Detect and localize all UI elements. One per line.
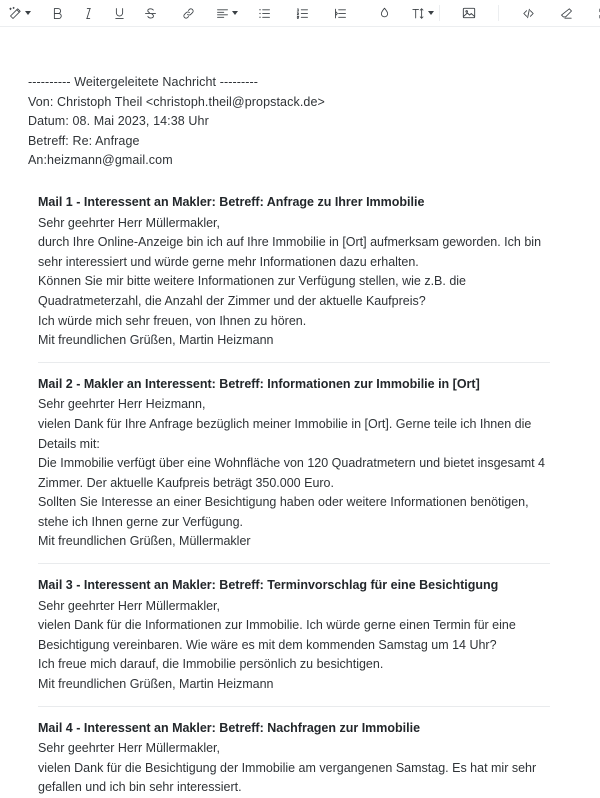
mail-paragraph: vielen Dank für die Besichtigung der Immobilie am vergangenen Samstag. Es hat mir sehr gefallen und ich bin sehr interessiert.	[38, 760, 537, 795]
chevron-down-icon	[428, 11, 434, 15]
forwarded-divider-line: ---------- Weitergeleitete Nachricht ---------	[28, 75, 259, 89]
mail-section-3	[38, 563, 550, 695]
fullscreen-icon[interactable]	[591, 1, 600, 25]
mail-salutation: Sehr geehrter Herr Müllermakler,	[38, 215, 221, 230]
mail-closing: Mit freundlichen Grüßen, Martin Heizmann	[38, 333, 274, 348]
forwarded-date: Datum: 08. Mai 2023, 14:38 Uhr	[28, 114, 209, 129]
forwarded-to: An:heizmann@gmail.com	[28, 153, 173, 168]
bold-icon[interactable]	[44, 1, 70, 25]
italic-icon[interactable]	[75, 1, 101, 25]
mail-section-4	[38, 706, 550, 798]
text-color-icon[interactable]	[371, 1, 397, 25]
align-left-icon[interactable]	[213, 1, 239, 25]
mail-salutation: Sehr geehrter Herr Müllermakler,	[38, 741, 221, 756]
code-view-icon[interactable]	[515, 1, 541, 25]
mail-closing: Mit freundlichen Grüßen, Müllermakler	[38, 534, 251, 549]
mail-section-2	[38, 362, 550, 552]
forwarded-subject: Betreff: Re: Anfrage	[28, 133, 140, 148]
mail-salutation: Sehr geehrter Herr Müllermakler,	[38, 598, 221, 613]
mail-closing: Mit freundlichen Grüßen, Martin Heizmann	[38, 677, 274, 692]
mail-salutation: Sehr geehrter Herr Heizmann,	[38, 397, 206, 412]
email-body[interactable]	[0, 27, 600, 798]
indent-icon[interactable]	[327, 1, 353, 25]
forwarded-from: Von: Christoph Theil <christoph.theil@propstack.de>	[28, 94, 325, 109]
mail-title: Mail 4 - Interessent an Makler: Betreff: Nachfragen zur Immobilie	[38, 720, 421, 735]
toolbar-divider	[498, 5, 499, 21]
clear-formatting-icon[interactable]	[553, 1, 579, 25]
mail-paragraph: durch Ihre Online-Anzeige bin ich auf Ihre Immobilie in [Ort] aufmerksam geworden. Ich bin sehr interessiert und würde gerne mehr Informationen dazu erhalten.	[38, 235, 542, 269]
editor-toolbar	[0, 0, 600, 27]
mail-paragraph: Sollten Sie Interesse an einer Besichtigung haben oder weitere Informationen benötigen, stehe ich Ihnen gerne zur Verfügung.	[38, 495, 529, 529]
chevron-down-icon	[25, 11, 31, 15]
ai-magic-wand-icon[interactable]	[6, 1, 32, 25]
numbered-list-icon[interactable]	[289, 1, 315, 25]
mail-title: Mail 2 - Makler an Interessent: Betreff: Informationen zur Immobilie in [Ort]	[38, 376, 480, 391]
toolbar-divider	[439, 5, 440, 21]
forwarded-message-header	[0, 27, 600, 171]
link-icon[interactable]	[175, 1, 201, 25]
strikethrough-icon[interactable]	[137, 1, 163, 25]
mail-section-1	[38, 171, 550, 351]
bulleted-list-icon[interactable]	[251, 1, 277, 25]
font-size-icon[interactable]	[409, 1, 435, 25]
mail-paragraph: Können Sie mir bitte weitere Informationen zur Verfügung stellen, wie z.B. die Quadratmeterzahl, die Anzahl der Zimmer und der aktuelle Kaufpreis?	[38, 274, 467, 308]
mail-paragraph: vielen Dank für Ihre Anfrage bezüglich meiner Immobilie in [Ort]. Gerne teile ich Ihnen die Details mit:	[38, 416, 532, 451]
mail-title: Mail 1 - Interessent an Makler: Betreff: Anfrage zu Ihrer Immobilie	[38, 194, 425, 209]
underline-icon[interactable]	[106, 1, 132, 25]
insert-image-icon[interactable]	[456, 1, 482, 25]
chevron-down-icon	[232, 11, 238, 15]
mail-paragraph: vielen Dank für die Informationen zur Immobilie. Ich würde gerne einen Termin für eine Besichtigung vereinbaren. Wie wäre es mit dem kommenden Samstag um 14 Uhr?	[38, 618, 516, 652]
mail-paragraph: Ich würde mich sehr freuen, von Ihnen zu hören.	[38, 313, 307, 328]
mail-title: Mail 3 - Interessent an Makler: Betreff: Terminvorschlag für eine Besichtigung	[38, 578, 499, 593]
mail-paragraph: Ich freue mich darauf, die Immobilie persönlich zu besichtigen.	[38, 657, 384, 672]
mail-paragraph: Die Immobilie verfügt über eine Wohnfläche von 120 Quadratmetern und bietet insgesamt 4 Zimmer. Der aktuelle Kaufpreis beträgt 350.000 Euro.	[38, 456, 546, 490]
